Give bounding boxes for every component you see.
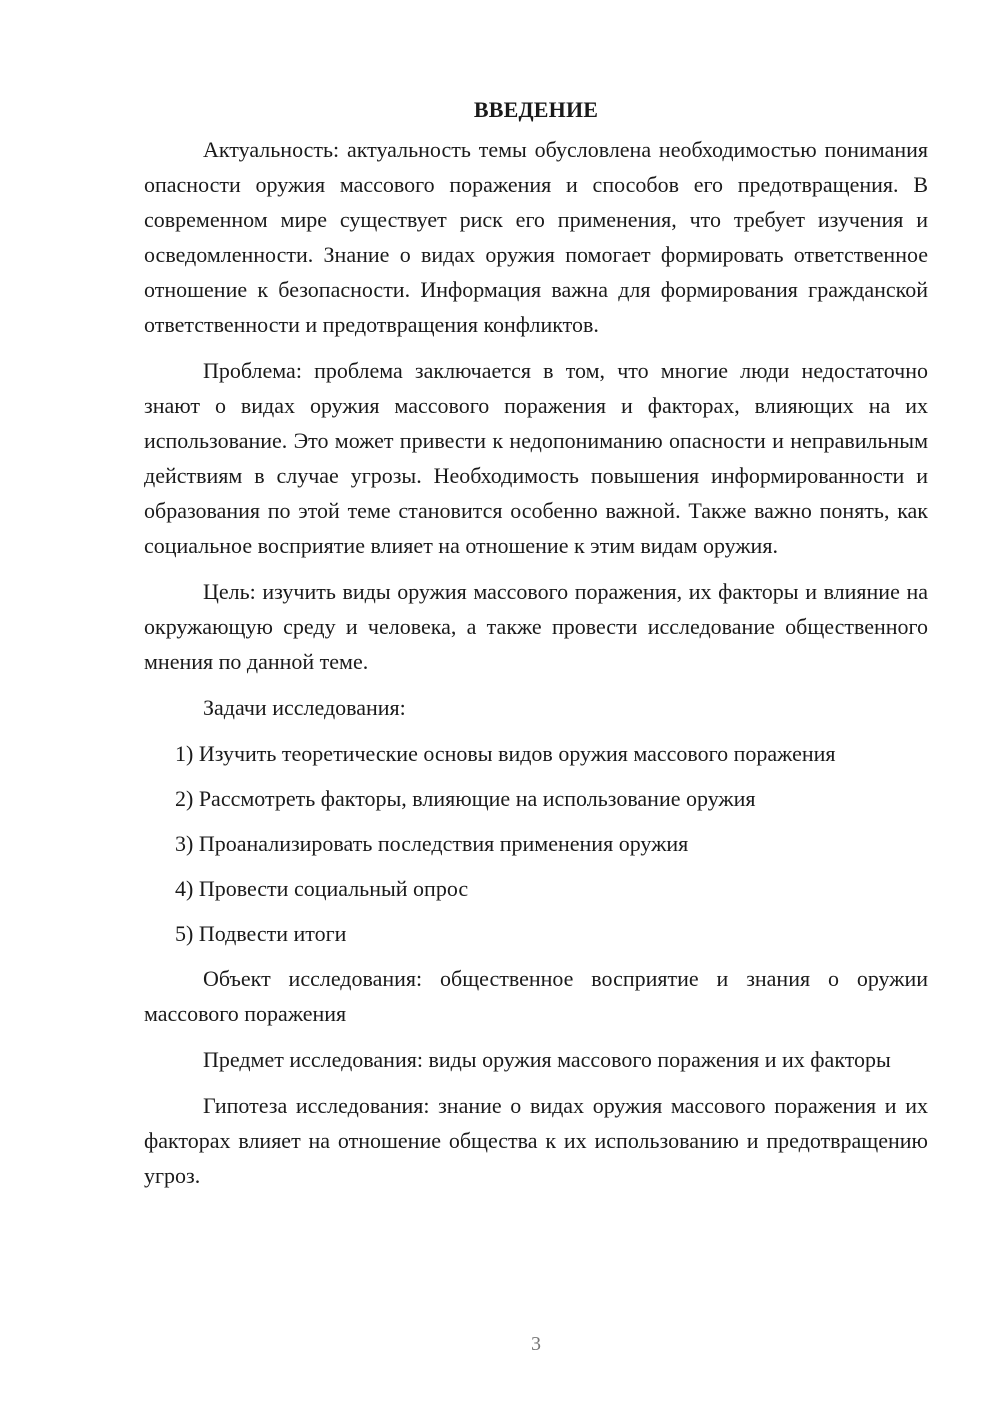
goal-paragraph: Цель: изучить виды оружия массового поражения, их факторы и влияние на окружающую среду и человека, а также провести исследование общественного мнения по данной теме. bbox=[144, 579, 928, 674]
section-heading: ВВЕДЕНИЕ bbox=[473, 97, 599, 122]
problem-paragraph: Проблема: проблема заключается в том, что многие люди недостаточно знают о видах оружия массового поражения и факторах, влияющих на их использование. Это может привести к недопониманию опасности и неправильным действиям в случае угрозы. Необходимость повышения информированности и образования по этой теме становится особенно важной. Также важно понять, как социальное восприятие влияет на отношение к этим видам оружия. bbox=[144, 358, 928, 558]
page-number: 3 bbox=[531, 1333, 541, 1355]
relevance-paragraph: Актуальность: актуальность темы обусловлена необходимостью понимания опасности оружия массового поражения и способов его предотвращения. В современном мире существует риск его применения, что требует изучения и осведомленности. Знание о видах оружия помогает формировать ответственное отношение к безопасности. Информация важна для формирования гражданской ответственности и предотвращения конфликтов. bbox=[144, 137, 928, 337]
hypothesis-paragraph: Гипотеза исследования: знание о видах оружия массового поражения и их факторах влияет на отношение общества к их использованию и предотвращению угроз. bbox=[144, 1093, 928, 1188]
tasks-list bbox=[144, 736, 928, 951]
object-paragraph: Объект исследования: общественное восприятие и знания о оружии массового поражения bbox=[144, 966, 928, 1026]
subject-paragraph: Предмет исследования: виды оружия массового поражения и их факторы bbox=[203, 1047, 891, 1072]
document-page bbox=[144, 92, 928, 1204]
task-item: 5) Подвести итоги bbox=[175, 921, 347, 946]
tasks-label: Задачи исследования: bbox=[203, 695, 406, 720]
task-item: 2) Рассмотреть факторы, влияющие на использование оружия bbox=[175, 786, 756, 811]
task-item: 3) Проанализировать последствия применения оружия bbox=[175, 831, 689, 856]
task-item: 1) Изучить теоретические основы видов оружия массового поражения bbox=[175, 741, 836, 766]
task-item: 4) Провести социальный опрос bbox=[175, 876, 469, 901]
